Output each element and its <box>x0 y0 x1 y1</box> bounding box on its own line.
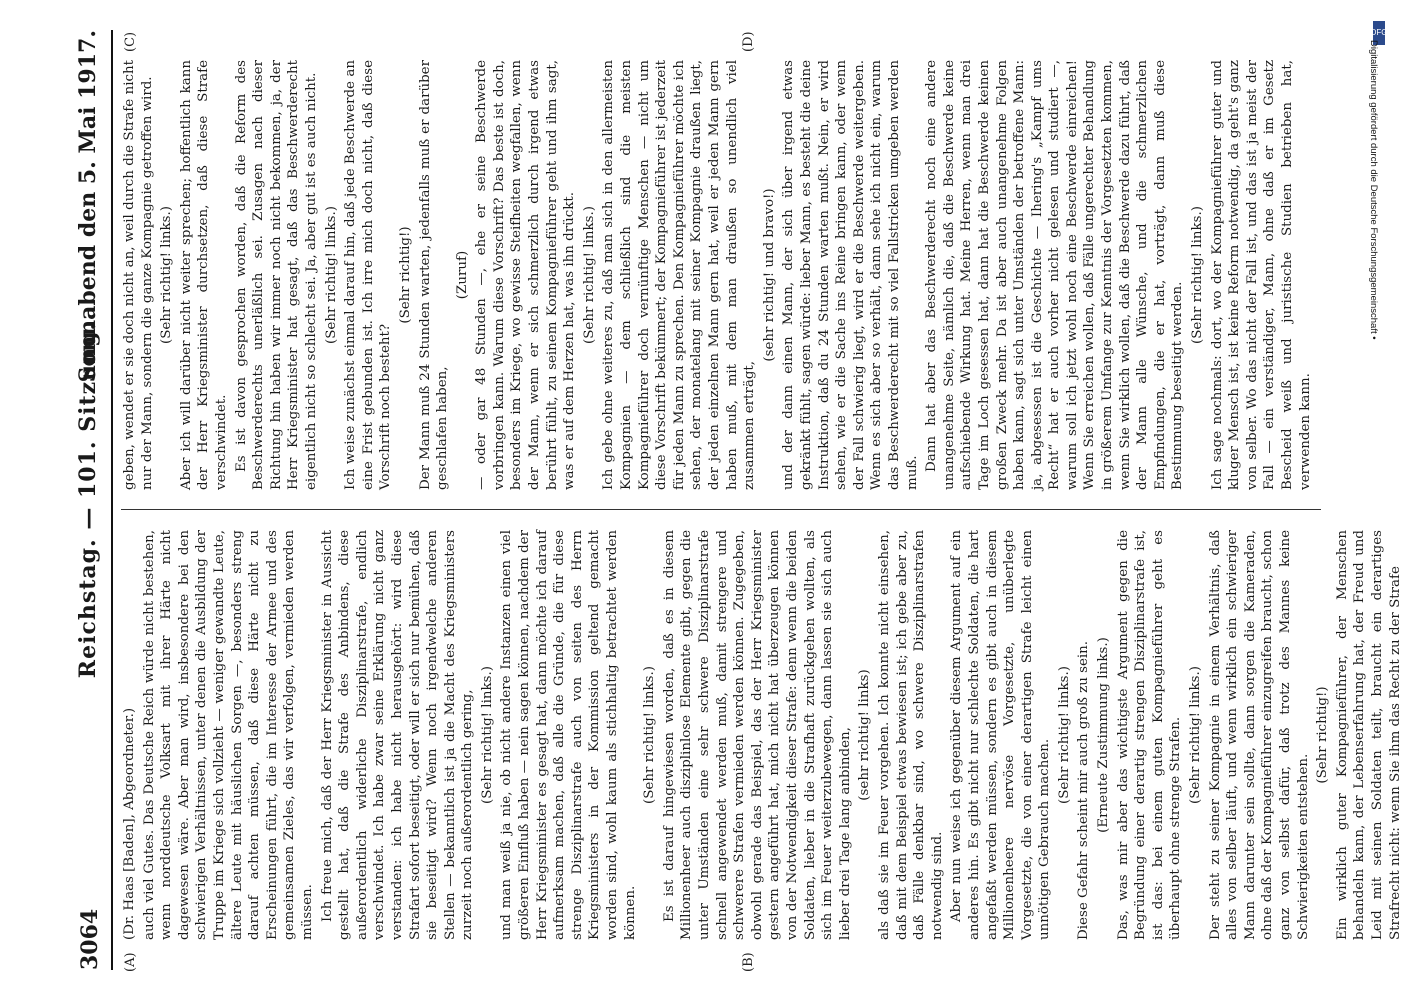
paragraph: Ein wirklich guter Kompagnieführer, der Menschen behandeln kann, der Lebenserfahrung hat, der Freud und Leid mit seinen Soldaten teilt, braucht ein derartiges Strafrecht nicht: wenn Sie ihm das Recht zu der Strafe <box>1334 530 1403 940</box>
paragraph: (sehr richtig! links) <box>857 669 873 801</box>
paragraph: (Sehr richtig! links.) <box>1190 206 1206 344</box>
paragraph: und man weiß ja nie, ob nicht andere Instanzen einen viel größeren Einfluß haben — nein sagen können, nachdem der Herr Kriegsminister es gesagt hat, dann möchte ich darauf aufmerksam machen, daß alle die Gründe, die für diese strenge Disziplinarstrafe auch von seiten des Herrn Kriegsministers in der Kommission geltend gemacht worden sind, wohl kaum als stichhaltig betrachtet werden können. <box>499 530 638 940</box>
paragraph: — oder gar 48 Stunden —, ehe er seine Beschwerde vorbringen kann. Warum diese Vorschrift? Das beste ist doch, besonders im Kriege, wo gewisse Steifheiten wegfallen, wenn der Mann, wenn er sich schmerzlich durch irgend etwas berührt fühlt, zu seinem Kompagnieführer geht und ihm sagt, was er auf dem Herzen hat, was ihn drückt. <box>474 60 578 490</box>
paragraph: Ich gebe ohne weiteres zu, daß man sich in den allermeisten Kompagnien — dem schließlich sind die meisten Kompagnieführer doch vernünftige Menschen — nicht um diese Vorschrift bekümmert; der Kompagnieführer ist jederzeit für jeden Mann zu sprechen. Den Kompagnieführer möchte ich sehen, der monatelang mit seiner Kompagnie draußen liegt, der jeden einzelnen Mann gern hat, weil er jeden Mann gern haben muß, mit dem man draußen so unendlich viel zusammen erträgt, <box>601 60 758 490</box>
paragraph: (Dr. Haas [Baden], Abgeordneter.) <box>122 707 137 940</box>
paragraph: (Sehr richtig! links.) <box>479 666 495 804</box>
paragraph: (Zuruf) <box>454 250 470 300</box>
paragraph: Aber nun weise ich gegenüber diesem Argument auf ein anderes hin. Es gibt nicht nur schlechte Soldaten, die hart angefaßt werden müssen, sondern es gibt auch in diesem Millionenheere nervöse Vorgesetzte, unüberlegte Vorgesetzte, die von einer derartigen Strafe leicht einen unnötigen Gebrauch machen. <box>949 530 1053 940</box>
paragraph: Es ist davon gesprochen worden, daß die Reform des Beschwerderechts unerläßlich sei. Zusagen nach dieser Richtung hin haben wir immer noch nicht bekommen, ja, der Herr Kriegsminister hat gesagt, daß das Beschwerderecht eigentlich nicht so schlecht sei. Ja, aber gut ist es auch nicht. <box>233 60 319 490</box>
margin-marker-d: (D) <box>741 31 756 52</box>
right-column <box>121 60 1321 490</box>
column-divider <box>121 509 1321 510</box>
margin-marker-b: (B) <box>741 952 756 972</box>
paragraph: Der Mann muß 24 Stunden warten, jedenfalls muß er darüber geschlafen haben, <box>417 60 451 490</box>
page-title: Reichstag. — 101. Sitzung. <box>75 321 101 679</box>
paragraph: Das, was mir aber das wichtigste Argument gegen die Begründung einer derartig strengen Disziplinarstrafe ist, ist das: bei einem guten Kompagnieführer geht es überhaupt ohne strenge Strafen. <box>1115 530 1184 940</box>
paragraph: (Sehr richtig! links.) <box>581 206 597 344</box>
paragraph: Dann hat aber das Beschwerderecht noch eine andere unangenehme Seite, nämlich die, daß die Beschwerde keine aufschiebende Wirkung hat. Meine Herren, wenn man drei Tage im Loch gesessen hat, dann hat die Beschwerde keinen großen Zweck mehr. Da ist aber auch unangenehme Folgen haben kann, sagt sich unter Umständen der betroffene Mann: ja, abgesessen ist die Geschichte — Ihering's „Kampf ums Recht“ hat er auch vorher nicht gelesen und studiert —, warum soll ich jetzt wohl noch eine Beschwerde einreichen! Wenn Sie erreichen wollen, daß Fälle ungerechter Behandlung in größerem Umfange zur Kenntnis der Vorgesetzten kommen, wenn Sie wirklich wollen, daß die Beschwerde dazu führt, daß der Mann alle Wünsche, und die schmerzlichen Empfindungen, die er hat, vorträgt, dann muß diese Bestimmung beseitigt werden. <box>924 60 1186 490</box>
paragraph: Diese Gefahr scheint mir auch groß zu sein. <box>1076 640 1092 940</box>
digitization-credit <box>1368 20 1388 990</box>
paragraph: (sehr richtig! und bravo!) <box>761 188 777 362</box>
page-header <box>71 30 113 970</box>
paragraph: Aber ich will darüber nicht weiter sprechen; hoffentlich kann der Herr Kriegsminister durchsetzen, daß diese Strafe verschwindet. <box>178 60 229 490</box>
paragraph: auch viel Gutes. Das Deutsche Reich würde nicht bestehen, wenn norddeutsche Volksart mit ihrer Härte nicht dagewesen wäre. Aber man wird, insbesondere bei den schwierigen Verhältnissen, unter denen die Ausbildung der Truppe im Kriege sich vollzieht — weniger gewandte Leute, ältere Leute mit häuslichen Sorgen —, besonders streng darauf achten müssen, daß diese Härte nicht zu Erscheinungen führt, die im Interesse der Armee und des gemeinsamen Zieles, das wir verfolgen, vermieden werden müssen. <box>141 530 315 940</box>
paragraph: (Sehr richtig! links.) <box>1188 666 1204 804</box>
paragraph: (Sehr richtig! links.) <box>323 206 339 344</box>
paragraph: (Sehr richtig! links.) <box>159 206 175 344</box>
page-date: Sonnabend den 5. Mai 1917. <box>75 30 101 383</box>
margin-marker-c: (C) <box>123 31 138 52</box>
paragraph: Ich freue mich, daß der Herr Kriegsminister in Aussicht gestellt hat, daß die Strafe des Anbindens, diese außerordentlich widerliche Disziplinarstrafe, endlich verschwindet. Ich habe zwar seine Erklärung nicht ganz verstanden: ich habe nicht herausgehört: wird diese Strafart sofort beseitigt, oder will er sich nur bemühen, daß sie beseitigt wird? Wenn noch irgendwelche anderen Stellen — bekanntlich ist ja die Macht des Kriegsministers zurzeit noch außerordentlich gering, <box>319 530 476 940</box>
paragraph: Ich weise zunächst einmal darauf hin, daß jede Beschwerde an eine Frist gebunden ist. Ich irre mich doch nicht, daß diese Vorschrift noch besteht? <box>343 60 394 490</box>
paragraph: als daß sie im Feuer vorgehen. Ich konnte nicht einsehen, daß mit dem Beispiel etwas bewiesen ist; ich gebe aber zu, daß Fälle denkbar sind, wo schwere Disziplinarstrafen notwendig sind. <box>876 530 945 940</box>
paragraph: und der dann einen Mann, der sich über irgend etwas gekränkt fühlt, sagen würde: lieber Mann, es besteht die deine Instruktion, daß du 24 Stunden warten mußt. Nein, er wird sehen, wie er die Sache ins Reine bringen kann, oder wenn der Fall schwierig liegt, wird er die Beschwerde weitergeben. Wenn es sich aber so verhält, dann sehe ich nicht ein, warum das Beschwerderecht mit so viel Fallstricken umgeben werden muß. <box>781 60 920 490</box>
margin-marker-a: (A) <box>123 952 138 972</box>
page-number: 3064 <box>77 908 103 970</box>
paragraph: (Sehr richtig! links.) <box>1056 666 1072 804</box>
paragraph: (Sehr richtig!) <box>1315 686 1331 784</box>
paragraph: Es ist darauf hingewiesen worden, daß es in diesem Millionenheer auch disziplinlose Elemente gibt, gegen die unter Umständen eine sehr schwere Disziplinarstrafe schnell angewendet werden muß, damit strengere und schwerere Strafen vermieden werden können. Zugegeben, obwohl gerade das Beispiel, das der Herr Kriegsminister gestern angeführt hat, mich nicht hat überzeugen können von der Notwendigkeit dieser Strafe: denn wenn die beiden Soldaten, lieber in die Strafhaft zurückgehen wollten, als sich im Feuer weiterzubewegen, dann lassen sie sich auch lieber drei Tage lang anbinden, <box>661 530 853 940</box>
paragraph: (Sehr richtig!) <box>397 226 413 324</box>
paragraph: (Sehr richtig! links.) <box>642 666 658 804</box>
credit-text: Digitalisierung gefördert durch die Deutsche Forschungsgemeinschaft • <box>1368 40 1379 340</box>
dfg-logo: DFG <box>1373 21 1385 45</box>
paragraph: Der steht zu seiner Kompagnie in einem Verhältnis, daß alles von selber läuft, und wenn wirklich ein schwieriger Mann darunter sein sollte, dann sorgen die Kameraden, ohne daß der Kompagnieführer einzugreifen braucht, schon ganz von selbst dafür, daß trotz des Mannes keine Schwierigkeiten entstehen. <box>1207 530 1311 940</box>
paragraph: (Erneute Zustimmung links.) <box>1096 637 1112 833</box>
paragraph: Ich sage nochmals: dort, wo der Kompagnieführer guter und kluger Mensch ist, ist keine Reform notwendig, da geht's ganz von selber. Wo das nicht der Fall ist, und das ist ja meist der Fall — ein verständiger, Mann, ohne daß er im Gesetz Bescheid weiß und juristische Studien betrieben hat, verwenden kann. <box>1209 60 1313 490</box>
left-column <box>121 530 1403 940</box>
paragraph: geben, wendet er sie doch nicht an, weil durch die Strafe nicht nur der Mann, sondern die ganze Kompagnie getroffen wird. <box>122 60 155 490</box>
